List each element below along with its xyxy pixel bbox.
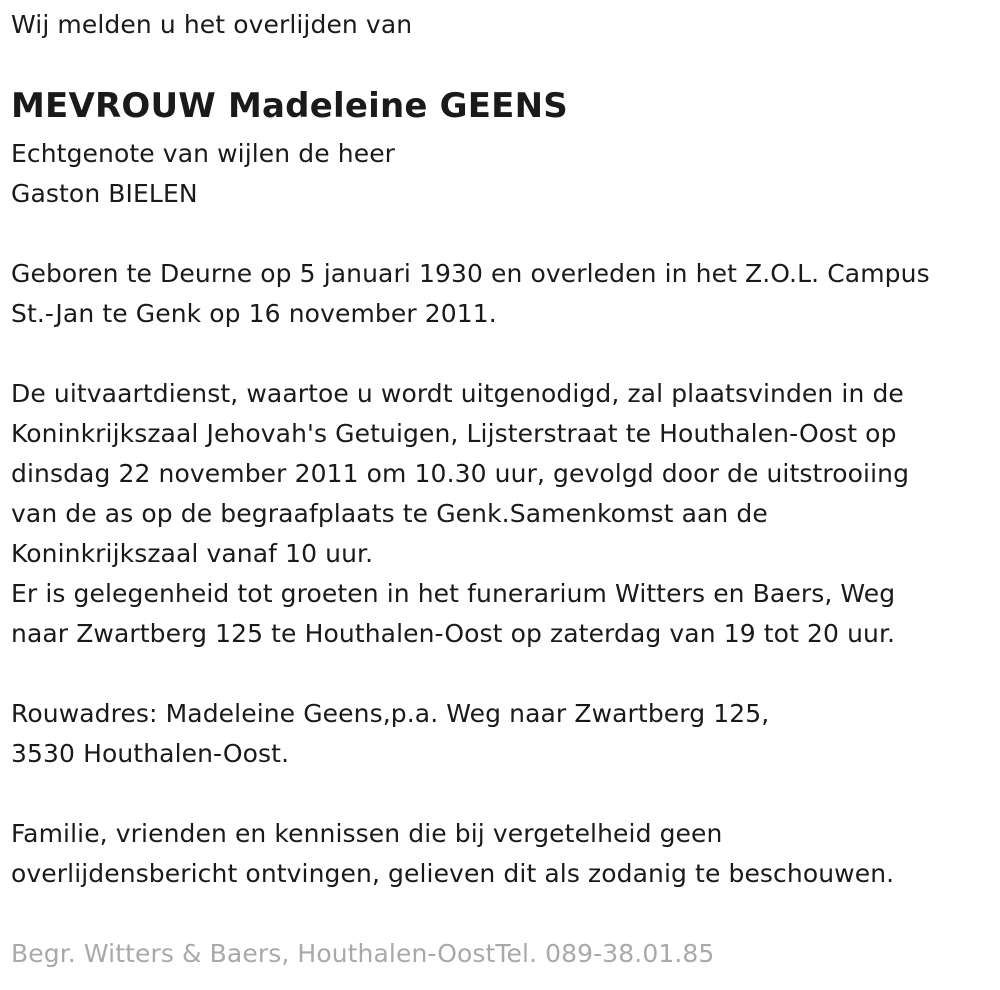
birth-death-line-1: Geboren te Deurne op 5 januari 1930 en overleden in het Z.O.L. Campus <box>11 259 930 288</box>
intro-text: Wij melden u het overlijden van <box>11 10 413 39</box>
family-note-line-2: overlijdensbericht ontvingen, gelieven dit als zodanig te beschouwen. <box>11 859 895 888</box>
service-line-7: naar Zwartberg 125 te Houthalen-Oost op zaterdag van 19 tot 20 uur. <box>11 619 896 648</box>
service-line-2: Koninkrijkszaal Jehovah's Getuigen, Lijsterstraat te Houthalen-Oost op <box>11 419 897 448</box>
address-line-1: Rouwadres: Madeleine Geens,p.a. Weg naar Zwartberg 125, <box>11 699 770 728</box>
funeral-home-footer: Begr. Witters & Baers, Houthalen-OostTel. 089-38.01.85 <box>11 939 715 968</box>
service-line-5: Koninkrijkszaal vanaf 10 uur. <box>11 539 374 568</box>
service-line-3: dinsdag 22 november 2011 om 10.30 uur, gevolgd door de uitstrooiing <box>11 459 910 488</box>
spouse-line-1: Echtgenote van wijlen de heer <box>11 139 396 168</box>
birth-death-line-2: St.-Jan te Genk op 16 november 2011. <box>11 299 497 328</box>
family-note-line-1: Familie, vrienden en kennissen die bij vergetelheid geen <box>11 819 723 848</box>
deceased-name: MEVROUW Madeleine GEENS <box>11 86 568 126</box>
service-line-4: van de as op de begraafplaats te Genk.Samenkomst aan de <box>11 499 768 528</box>
service-line-6: Er is gelegenheid tot groeten in het funerarium Witters en Baers, Weg <box>11 579 896 608</box>
address-line-2: 3530 Houthalen-Oost. <box>11 739 290 768</box>
service-line-1: De uitvaartdienst, waartoe u wordt uitgenodigd, zal plaatsvinden in de <box>11 379 904 408</box>
spouse-line-2: Gaston BIELEN <box>11 179 198 208</box>
